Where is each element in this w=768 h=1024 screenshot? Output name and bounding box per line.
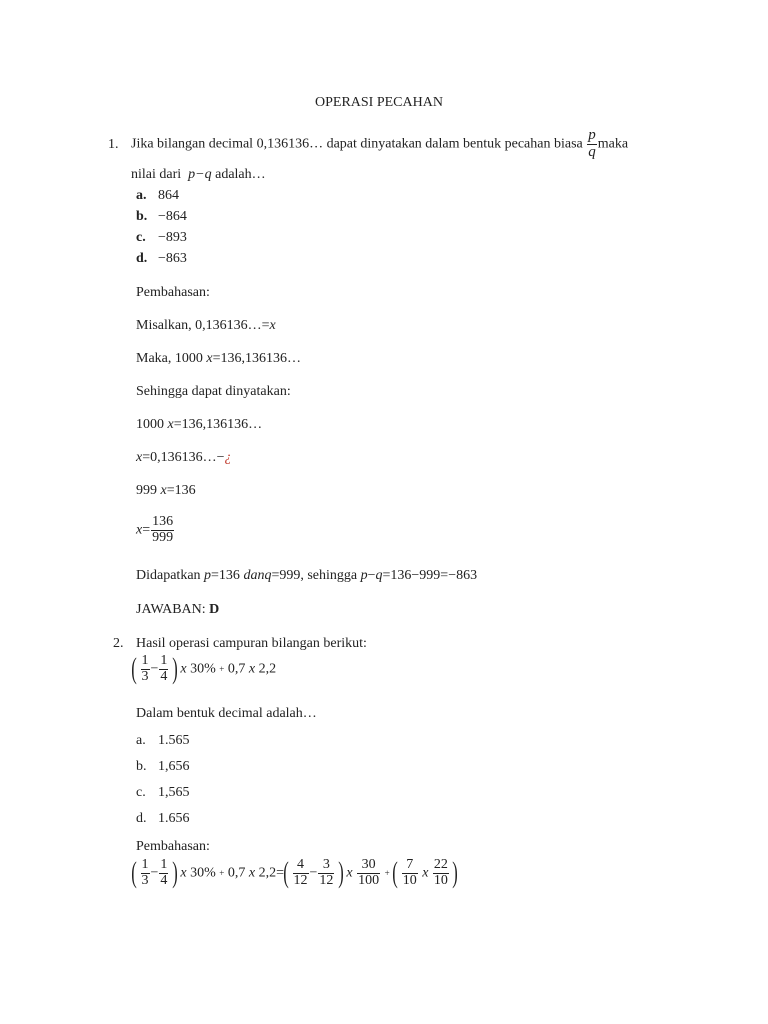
q2-frac-num: 3 (322, 857, 330, 872)
q2-w-left-paren-1: ( (131, 856, 137, 890)
q2-option-label: b. (136, 759, 147, 774)
q2-w-frac-4-12 (293, 858, 309, 888)
q1-step-eq4-num: 136 (152, 514, 174, 529)
q1-step-eq3-rest: =136 (166, 483, 196, 498)
q1-step-maka (136, 351, 301, 367)
q2-frac-num: 1 (160, 857, 168, 872)
q2-w-frac-7-10 (402, 858, 418, 888)
q2-frac-1-4 (159, 654, 168, 684)
q1-line1 (131, 128, 628, 161)
q1-option-label: a. (136, 188, 147, 203)
q1-didapatkan-a: Didapatkan (136, 568, 201, 583)
q1-step-eq2-var: x (136, 450, 143, 465)
q1-step-eq2 (136, 450, 232, 466)
q2-w-term-b: 0,7 (227, 865, 246, 881)
q1-step-eq1-rest: =136,136136… (173, 417, 263, 432)
q2-frac-num: 1 (141, 857, 149, 872)
q1-frac-num: p (588, 127, 596, 143)
q1-step-eq4 (136, 515, 175, 545)
q1-jawaban-label: JAWABAN: (136, 602, 206, 617)
q2-w-right-paren-2: ) (338, 856, 344, 890)
q2-w-frac-22-10 (433, 858, 449, 888)
q1-line2-a: nilai dari (131, 167, 182, 182)
q2-w-equals: = (276, 865, 284, 881)
q1-step-didapatkan (136, 568, 477, 584)
q1-step-eq1-coef: 1000 (136, 417, 164, 432)
q1-step-eq3-coef: 999 (136, 483, 157, 498)
q2-w-plus-1: + (219, 868, 225, 879)
q2-minus: − (150, 661, 159, 677)
q2-option-value: 1,565 (158, 785, 190, 800)
q1-didapatkan-e: =999, sehingga (271, 568, 358, 583)
q2-w-frac-30-100 (357, 858, 380, 888)
q2-frac-num: 22 (433, 857, 448, 872)
q1-option-value: −893 (158, 230, 187, 245)
q2-frac-den: 3 (141, 668, 149, 684)
q2-w-left-paren-3: ( (392, 856, 398, 890)
q2-percent: 30% (190, 661, 216, 677)
q2-left-paren: ( (131, 652, 137, 686)
q1-didapatkan-i: =136−999=−863 (382, 568, 478, 583)
q1-option-c (136, 230, 187, 246)
q2-frac-1-3 (141, 654, 150, 684)
q2-w-right-paren-3: ) (452, 856, 459, 890)
q2-frac-den: 10 (433, 872, 448, 888)
q2-w-left-paren-2: ( (283, 856, 289, 890)
q1-step-misalkan-text: Misalkan, 0,136136…= (136, 318, 270, 333)
q2-w-frac-1-3 (141, 858, 150, 888)
q1-step-maka-var: x (206, 351, 213, 366)
q2-w-minus-1: − (150, 865, 159, 881)
q1-step-eq1 (136, 417, 262, 433)
q1-didapatkan-minus: − (367, 568, 376, 583)
q2-w-times-1: x (180, 865, 187, 881)
q2-question: Dalam bentuk decimal adalah… (136, 706, 317, 721)
q2-frac-num: 7 (406, 857, 414, 872)
q1-step-eq1-var: x (167, 417, 174, 432)
q2-term-c: 2,2 (258, 661, 277, 677)
q2-option-label: c. (136, 785, 146, 800)
q2-frac-den: 12 (293, 872, 308, 888)
q2-w-times-3: x (346, 865, 353, 881)
q2-option-label: a. (136, 733, 146, 748)
q1-option-label: c. (136, 230, 146, 245)
q1-didapatkan-p: p (204, 568, 212, 583)
q2-number: 2. (113, 636, 124, 651)
page-title: OPERASI PECAHAN (315, 95, 443, 110)
q1-step-eq4-den: 999 (152, 529, 174, 545)
q1-line1-text: Jika bilangan decimal 0,136136… dapat dinyatakan dalam bentuk pecahan biasa (131, 136, 583, 152)
q2-frac-num: 30 (361, 857, 376, 872)
q1-didapatkan-q: q (375, 568, 383, 583)
q2-option-d (136, 811, 190, 827)
q2-option-value: 1,656 (158, 759, 190, 774)
q1-step-misalkan-var: x (269, 318, 276, 333)
q1-line1-end: maka (597, 136, 629, 152)
q2-w-times-4: x (422, 865, 429, 881)
q1-step-eq3 (136, 483, 196, 499)
q2-frac-num: 1 (160, 653, 168, 668)
q1-frac-den: q (588, 143, 596, 160)
q1-line2 (131, 167, 266, 183)
q2-right-paren: ) (172, 652, 178, 686)
q2-pembahasan: Pembahasan: (136, 839, 210, 854)
q1-option-label: b. (136, 209, 148, 224)
q2-frac-num: 1 (141, 653, 149, 668)
q2-frac-den: 4 (160, 872, 168, 888)
q2-plus: + (219, 664, 225, 675)
q2-w-right-paren-1: ) (172, 856, 178, 890)
q1-step-eq2-mark: ¿ (224, 450, 232, 465)
q1-didapatkan-c: =136 (211, 568, 240, 583)
q2-prompt: Hasil operasi campuran bilangan berikut: (136, 636, 367, 651)
q1-option-value: 864 (158, 188, 179, 203)
q2-w-term-c: 2,2 (258, 865, 277, 881)
q1-option-value: −864 (158, 209, 187, 224)
q2-frac-den: 10 (402, 872, 417, 888)
q1-option-value: −863 (158, 251, 187, 266)
q1-didapatkan-p2: p (360, 568, 368, 583)
q1-number: 1. (108, 137, 119, 152)
q2-w-minus-2: − (309, 865, 318, 881)
q2-times-1: x (180, 661, 187, 677)
q2-option-value: 1.656 (158, 811, 190, 826)
q1-step-sehingga: Sehingga dapat dinyatakan: (136, 384, 291, 399)
q2-option-c (136, 785, 190, 801)
q2-w-frac-3-12 (318, 858, 334, 888)
q2-frac-num: 4 (297, 857, 304, 872)
q1-pembahasan: Pembahasan: (136, 285, 210, 300)
q2-frac-den: 4 (160, 668, 168, 684)
q1-step-maka-rest: =136,136136… (212, 351, 302, 366)
q1-step-misalkan (136, 318, 276, 334)
q1-option-b (136, 209, 187, 225)
q2-frac-den: 100 (358, 872, 380, 888)
q1-step-eq4-var: x (136, 522, 143, 538)
q2-working (132, 858, 457, 888)
q2-term-b: 0,7 (227, 661, 246, 677)
q2-w-frac-1-4 (159, 858, 168, 888)
q2-option-value: 1.565 (158, 733, 190, 748)
q2-frac-den: 12 (319, 872, 334, 888)
q1-fraction-p-over-q (587, 128, 597, 161)
q2-times-2: x (248, 661, 256, 677)
q2-expression (132, 654, 276, 684)
q2-option-b (136, 759, 190, 775)
q2-option-label: d. (136, 811, 147, 826)
q1-option-a (136, 188, 179, 204)
q2-w-times-2: x (248, 865, 256, 881)
q1-jawaban (136, 602, 219, 618)
q1-step-maka-text: Maka, 1000 (136, 351, 203, 366)
q1-step-eq4-eq: = (142, 522, 151, 538)
q1-didapatkan-dan: danq (243, 568, 272, 583)
q1-jawaban-value: D (209, 602, 220, 617)
q1-option-label: d. (136, 251, 148, 266)
q1-step-eq4-fraction (151, 515, 174, 545)
q2-frac-den: 3 (141, 872, 149, 888)
q1-step-eq2-rest: =0,136136…− (142, 450, 225, 465)
q1-option-d (136, 251, 187, 267)
q1-step-eq3-var: x (160, 483, 167, 498)
q2-w-percent: 30% (190, 865, 216, 881)
q2-option-a (136, 733, 190, 749)
q1-line2-b: adalah… (215, 167, 266, 182)
q1-line2-expr: p−q (188, 167, 212, 182)
q2-w-plus-2: + (384, 868, 390, 879)
